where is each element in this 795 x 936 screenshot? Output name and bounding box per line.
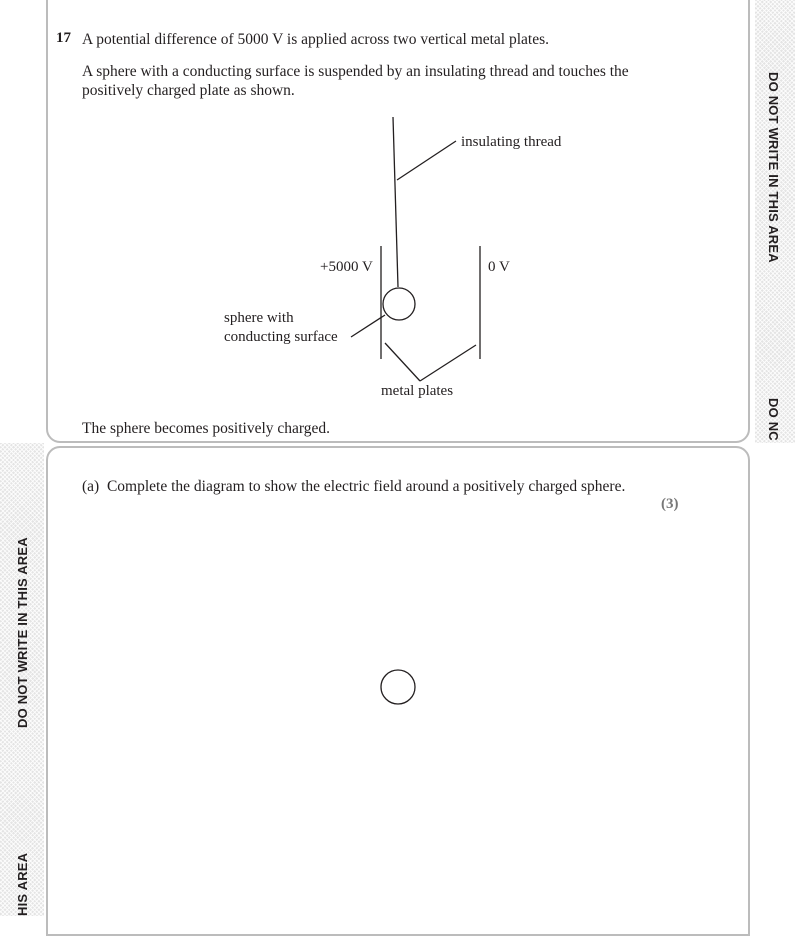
question-text-line3: positively charged plate as shown. xyxy=(82,82,295,99)
label-sphere-line1: sphere with xyxy=(224,310,294,326)
question-text-line2: A sphere with a conducting surface is suspended by an insulating thread and touches the xyxy=(82,63,629,80)
sphere-label-leader xyxy=(351,315,385,337)
label-sphere-line2: conducting surface xyxy=(224,329,338,345)
result-text: The sphere becomes positively charged. xyxy=(82,420,331,437)
plates-leader-right xyxy=(420,345,476,381)
margin-warning-left-partial: HIS AREA xyxy=(15,852,30,916)
part-a-text: (a) Complete the diagram to show the electric field around a positively charged sphere. xyxy=(82,478,626,495)
label-insulating-thread: insulating thread xyxy=(461,134,562,150)
thread-label-leader xyxy=(397,141,456,180)
margin-warning-left: DO NOT WRITE IN THIS AREA xyxy=(15,537,30,728)
charged-sphere xyxy=(383,288,415,320)
insulating-thread-line xyxy=(393,117,398,287)
question-number: 17 xyxy=(56,30,71,46)
question-text-line1: A potential difference of 5000 V is applied across two vertical metal plates. xyxy=(82,31,550,48)
label-0v: 0 V xyxy=(488,259,510,275)
margin-warning-right-partial: DO NC xyxy=(766,398,781,441)
label-metal-plates: metal plates xyxy=(381,383,454,399)
label-plus-5000v: +5000 V xyxy=(320,259,373,275)
margin-warning-right: DO NOT WRITE IN THIS AREA xyxy=(766,72,781,263)
part-a-marks: (3) xyxy=(661,496,679,512)
answer-sphere xyxy=(381,670,415,704)
plates-leader-left xyxy=(385,343,420,381)
